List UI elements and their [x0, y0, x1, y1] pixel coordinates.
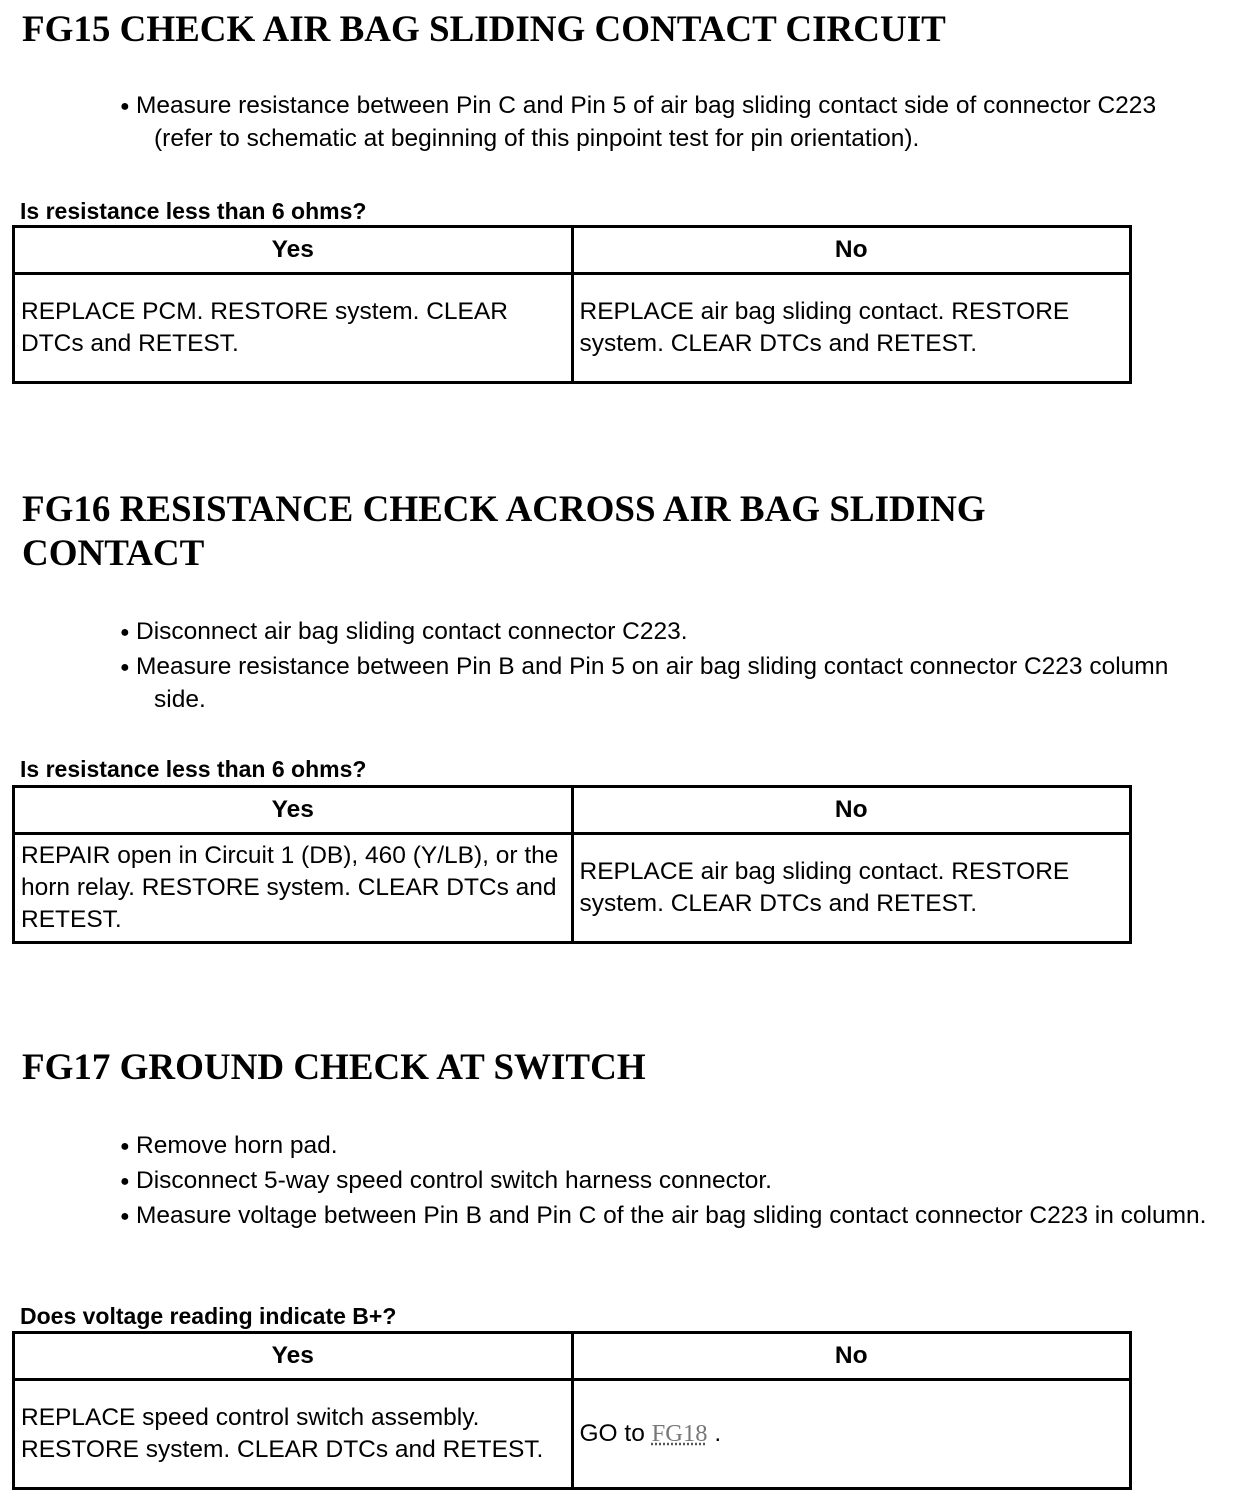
no-action-suffix: .: [714, 1420, 722, 1447]
step-text: Measure resistance between Pin B and Pin 5 on air bag sliding contact connector C223 column side.: [136, 653, 1169, 713]
bullet-icon: ●: [120, 659, 130, 676]
bullet-icon: ●: [120, 1173, 130, 1190]
no-action: REPLACE air bag sliding contact. RESTORE system. CLEAR DTCs and RETEST.: [572, 274, 1131, 383]
question: Is resistance less than 6 ohms?: [20, 756, 367, 782]
yes-header: Yes: [14, 787, 573, 834]
bullet-icon: ●: [120, 624, 130, 641]
no-action: [572, 1380, 1131, 1489]
no-action-text: GO to: [579, 1420, 645, 1447]
no-action: REPLACE air bag sliding contact. RESTORE system. CLEAR DTCs and RETEST.: [572, 834, 1131, 943]
no-header: No: [572, 227, 1131, 274]
bullet-icon: ●: [120, 1208, 130, 1225]
yes-action: REPAIR open in Circuit 1 (DB), 460 (Y/LB), or the horn relay. RESTORE system. CLEAR DTCs and RETEST.: [14, 834, 573, 943]
step-text: Measure resistance between Pin C and Pin 5 of air bag sliding contact side of connector C223 (refer to schematic at beginning of this pinpoint test for pin orientation).: [136, 92, 1157, 152]
step-item: [104, 1130, 1214, 1163]
yes-header: Yes: [14, 1333, 573, 1380]
bullet-icon: ●: [120, 98, 130, 115]
no-header: No: [572, 1333, 1131, 1380]
step-item: [104, 90, 1214, 155]
step-text: Measure voltage between Pin B and Pin C of the air bag sliding contact connector C223 in column.: [136, 1202, 1207, 1229]
result-table: [12, 1331, 1132, 1490]
yes-action: REPLACE speed control switch assembly. RESTORE system. CLEAR DTCs and RETEST.: [14, 1380, 573, 1489]
bullet-icon: ●: [120, 1138, 130, 1155]
step-list: [104, 616, 1214, 716]
step-text: Disconnect air bag sliding contact connector C223.: [136, 618, 688, 645]
section-title: FG16 RESISTANCE CHECK ACROSS AIR BAG SLIDING CONTACT: [22, 489, 986, 574]
result-table: [12, 225, 1132, 384]
step-text: Remove horn pad.: [136, 1132, 338, 1159]
step-item: [104, 651, 1214, 716]
question: Is resistance less than 6 ohms?: [20, 198, 367, 224]
section-title: FG17 GROUND CHECK AT SWITCH: [22, 1047, 646, 1088]
yes-header: Yes: [14, 227, 573, 274]
section-title: FG15 CHECK AIR BAG SLIDING CONTACT CIRCUIT: [22, 9, 946, 50]
step-text: Disconnect 5-way speed control switch harness connector.: [136, 1167, 772, 1194]
step-list: [104, 90, 1214, 155]
step-item: [104, 1200, 1214, 1233]
result-table: [12, 785, 1132, 944]
step-item: [104, 1165, 1214, 1198]
yes-action: REPLACE PCM. RESTORE system. CLEAR DTCs and RETEST.: [14, 274, 573, 383]
no-header: No: [572, 787, 1131, 834]
fg18-link[interactable]: FG18: [651, 1420, 708, 1447]
question: Does voltage reading indicate B+?: [20, 1303, 397, 1329]
step-list: [104, 1130, 1214, 1233]
step-item: [104, 616, 1214, 649]
